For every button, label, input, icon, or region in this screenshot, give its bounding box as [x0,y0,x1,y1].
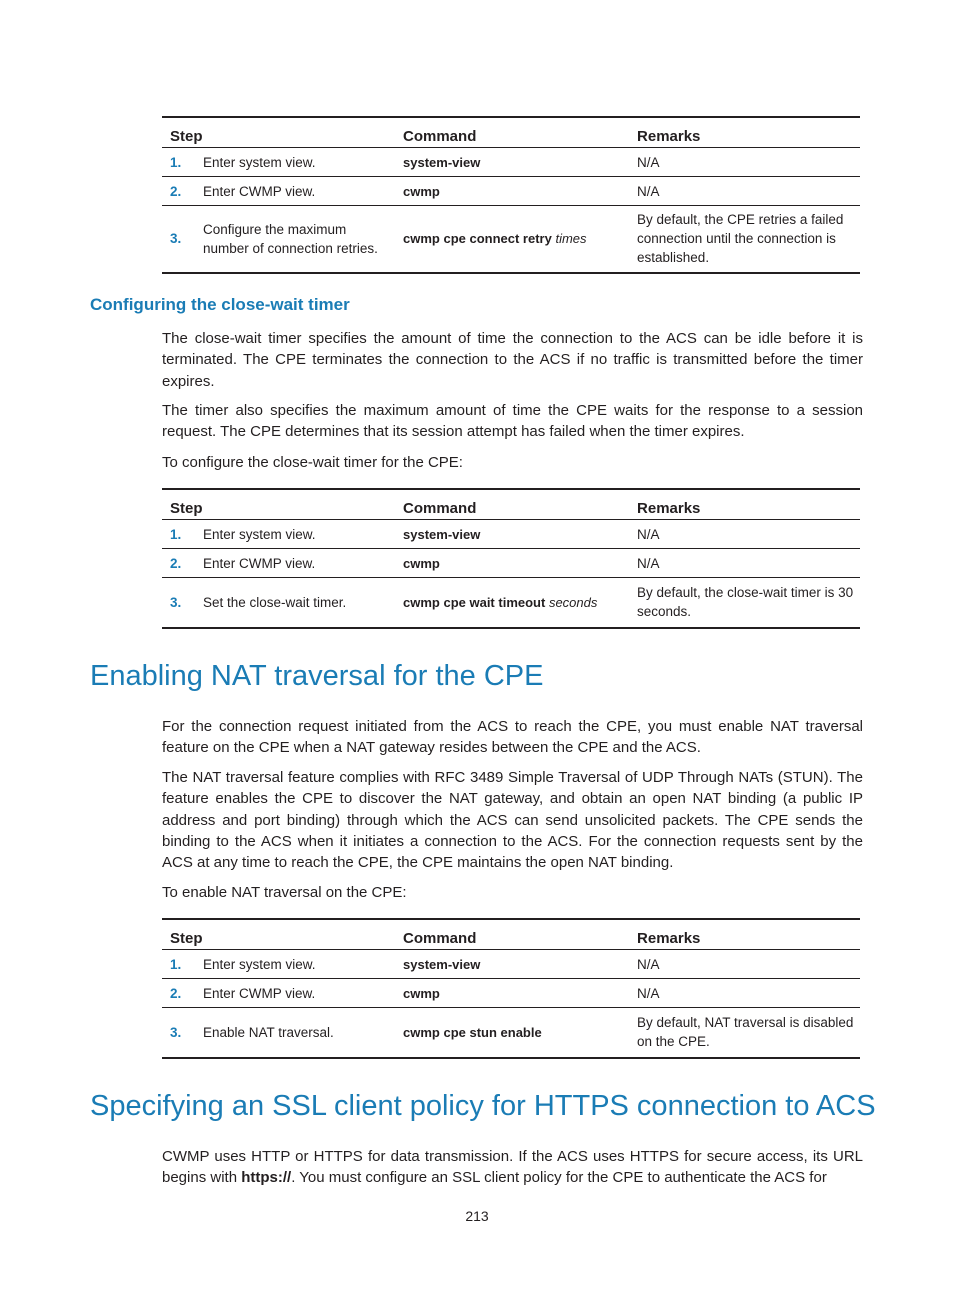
step-command: cwmp cpe wait timeout seconds [395,578,629,628]
header-remarks: Remarks [629,919,860,950]
step-command: cwmp cpe connect retry times [395,206,629,273]
step-number: 1. [162,520,195,549]
table-connection-retry [162,116,860,274]
step-description: Enter CWMP view. [195,177,395,206]
header-command: Command [395,489,629,520]
step-remarks: N/A [629,520,860,549]
paragraph: To enable NAT traversal on the CPE: [162,884,407,901]
step-description: Enter system view. [195,148,395,177]
section-heading-close-wait: Configuring the close-wait timer [90,295,350,314]
step-command: cwmp [395,549,629,578]
header-command: Command [395,117,629,148]
paragraph: The close-wait timer specifies the amount of time the connection to the ACS can be idle before it is terminated. The CPE terminates the connection to the ACS if no traffic is transmitted before the timer expires. [162,330,863,390]
step-description: Configure the maximum number of connection retries. [195,206,395,273]
header-step: Step [162,919,395,950]
step-number: 1. [162,148,195,177]
step-description: Enter CWMP view. [195,979,395,1008]
header-step: Step [162,489,395,520]
step-remarks: By default, the CPE retries a failed connection until the connection is established. [629,206,860,273]
step-command: cwmp [395,979,629,1008]
command-argument: seconds [548,594,598,610]
step-description: Enable NAT traversal. [195,1008,395,1058]
step-remarks: N/A [629,177,860,206]
step-remarks: By default, the close-wait timer is 30 seconds. [629,578,860,628]
table-header-row [162,117,860,148]
step-command: system-view [395,520,629,549]
paragraph: For the connection request initiated from the ACS to reach the CPE, you must enable NAT traversal feature on the CPE when a NAT gateway resides between the CPE and the ACS. [162,718,863,757]
table-header-row [162,489,860,520]
header-step: Step [162,117,395,148]
section-heading-nat: Enabling NAT traversal for the CPE [90,660,544,692]
table-row [162,177,860,206]
step-description: Set the close-wait timer. [195,578,395,628]
table-row [162,549,860,578]
url-prefix: https:// [241,1169,292,1187]
step-remarks: N/A [629,979,860,1008]
table-row [162,950,860,979]
table-header-row [162,919,860,950]
step-remarks: N/A [629,148,860,177]
table-row [162,979,860,1008]
step-number: 3. [162,578,195,628]
step-command: cwmp cpe stun enable [395,1008,629,1058]
step-number: 2. [162,979,195,1008]
step-description: Enter system view. [195,950,395,979]
table-row [162,578,860,628]
paragraph: CWMP uses HTTP or HTTPS for data transmission. If the ACS uses HTTPS for secure access, its URL begins with https://. You must configure an SSL client policy for the CPE to authenticate the ACS for [162,1148,863,1187]
step-number: 3. [162,206,195,273]
page-number: 213 [465,1208,489,1224]
step-description: Enter system view. [195,520,395,549]
step-remarks: By default, NAT traversal is disabled on the CPE. [629,1008,860,1058]
table-row [162,1008,860,1058]
table-row [162,148,860,177]
step-number: 3. [162,1008,195,1058]
step-number: 2. [162,177,195,206]
step-number: 2. [162,549,195,578]
step-number: 1. [162,950,195,979]
table-nat-traversal [162,918,860,1059]
command-argument: times [555,231,587,247]
section-heading-ssl: Specifying an SSL client policy for HTTPS connection to ACS [90,1090,876,1122]
step-command: cwmp [395,177,629,206]
step-description: Enter CWMP view. [195,549,395,578]
step-command: system-view [395,148,629,177]
table-close-wait [162,488,860,629]
header-remarks: Remarks [629,489,860,520]
header-remarks: Remarks [629,117,860,148]
table-row [162,520,860,549]
header-command: Command [395,919,629,950]
paragraph: The timer also specifies the maximum amount of time the CPE waits for the response to a session request. The CPE determines that its session attempt has failed when the timer expires. [162,402,863,441]
step-remarks: N/A [629,549,860,578]
step-command: system-view [395,950,629,979]
paragraph: The NAT traversal feature complies with RFC 3489 Simple Traversal of UDP Through NATs (STUN). The feature enables the CPE to discover the NAT gateway, and obtain an open NAT binding (a public IP address and port binding) through which the ACS can send unsolicited packets. The CPE sends the binding to the ACS when it initiates a connection to the ACS. For the connection requests sent by the ACS at any time to reach the CPE, the CPE maintains the open NAT binding. [162,769,863,872]
paragraph: To configure the close-wait timer for the CPE: [162,454,463,471]
step-remarks: N/A [629,950,860,979]
table-row [162,206,860,273]
